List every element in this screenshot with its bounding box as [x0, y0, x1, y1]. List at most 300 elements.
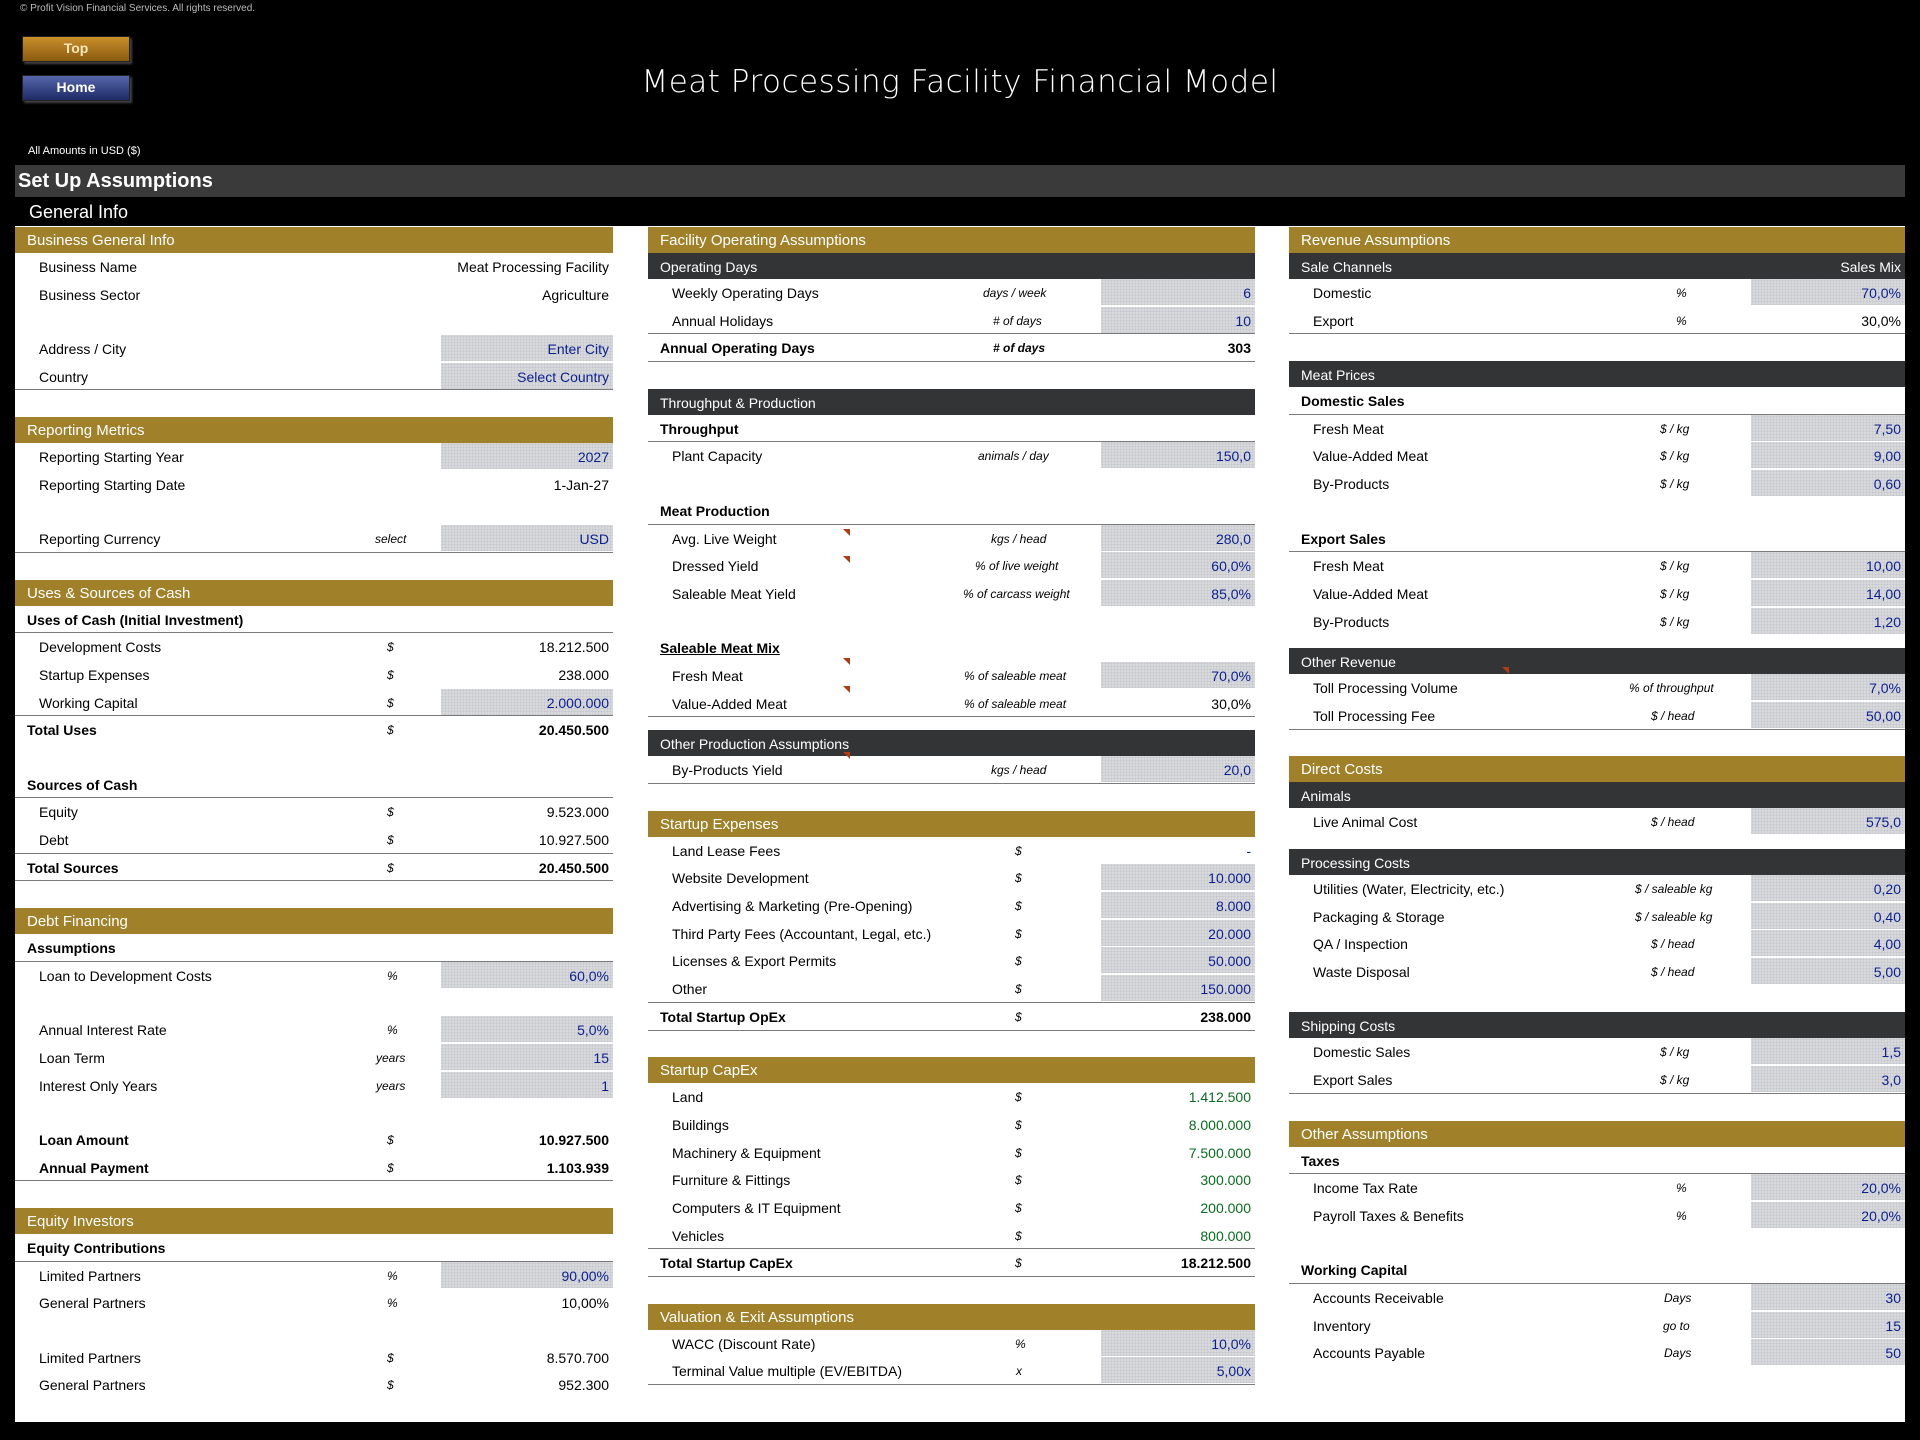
unit: % of saleable meat	[964, 696, 1067, 711]
saleable-yield-input[interactable]: 85,0%	[1211, 585, 1251, 602]
value: 8.570.700	[546, 1349, 609, 1366]
sale-channels-header	[1289, 253, 1905, 279]
label: Uses of Cash (Initial Investment)	[27, 611, 244, 628]
label: Utilities (Water, Electricity, etc.)	[1313, 881, 1505, 897]
label: Loan Term	[39, 1049, 105, 1066]
equity-contrib-row	[15, 1234, 613, 1262]
gp-amount-row	[15, 1371, 613, 1399]
label: Land	[672, 1089, 704, 1106]
start-year-input[interactable]: 2027	[577, 449, 609, 466]
unit: $ / saleable kg	[1635, 909, 1713, 924]
equity-row	[15, 798, 613, 826]
unit: $ / head	[1651, 708, 1695, 723]
label: Third Party Fees (Accountant, Legal, etc.)	[672, 925, 932, 942]
live-weight-row	[648, 525, 1255, 553]
value: 7.500.000	[1188, 1144, 1251, 1161]
comment-marker-icon[interactable]	[843, 658, 850, 665]
other-startup-input[interactable]: 150.000	[1200, 981, 1251, 998]
other-production-header: Other Production Assumptions	[648, 730, 1255, 756]
loan-term-input[interactable]: 15	[593, 1049, 609, 1066]
comment-marker-icon[interactable]	[843, 752, 850, 759]
comment-marker-icon[interactable]	[843, 686, 850, 693]
unit: x	[1016, 1364, 1022, 1379]
label: Value-Added Meat	[672, 695, 787, 712]
label: Annual Interest Rate	[39, 1022, 167, 1039]
startup-expenses-row	[15, 661, 613, 689]
middle-column	[648, 227, 1255, 1385]
unit: $	[1015, 1200, 1022, 1215]
d-fresh-input[interactable]: 7,50	[1873, 420, 1901, 437]
website-row	[648, 864, 1255, 892]
start-year-row	[15, 443, 613, 471]
debt-assumptions-row	[15, 934, 613, 962]
shipping-costs-header: Shipping Costs	[1289, 1012, 1905, 1038]
label: Export	[1313, 312, 1354, 329]
label: Fresh Meat	[1313, 558, 1384, 575]
unit: select	[375, 532, 407, 547]
facility-header: Facility Operating Assumptions	[648, 227, 1255, 253]
mix-sub-row	[648, 634, 1255, 662]
d-fresh-row	[1289, 415, 1905, 443]
label: General Partners	[39, 1377, 146, 1394]
right-column	[1289, 227, 1905, 1367]
domestic-input[interactable]: 70,0%	[1861, 285, 1901, 301]
unit: go to	[1663, 1318, 1690, 1333]
throughput-sub-row	[648, 415, 1255, 443]
e-va-row	[1289, 580, 1905, 608]
label: Land Lease Fees	[672, 842, 781, 859]
unit: %	[387, 1268, 398, 1283]
label: Domestic	[1313, 285, 1372, 301]
label: Address / City	[39, 341, 127, 358]
payroll-input[interactable]: 20,0%	[1861, 1207, 1901, 1224]
value: 10.927.500	[538, 1131, 609, 1148]
label: Equity	[39, 804, 78, 821]
wacc-row	[648, 1330, 1255, 1358]
label: Taxes	[1301, 1152, 1340, 1169]
total-startup-row	[648, 1003, 1255, 1031]
value: 10.927.500	[538, 832, 609, 849]
e-fresh-input[interactable]: 10,00	[1865, 558, 1901, 575]
label: Fresh Meat	[1313, 420, 1384, 437]
waste-input[interactable]: 5,00	[1873, 964, 1901, 981]
bottom-bar	[0, 1422, 1920, 1440]
direct-costs-header: Direct Costs	[1289, 756, 1905, 782]
label: Avg. Live Weight	[672, 530, 777, 547]
page-title: Meat Processing Facility Financial Model	[641, 64, 1279, 100]
address-row	[15, 335, 613, 363]
label: General Partners	[39, 1295, 146, 1312]
byproducts-yield-input[interactable]: 20,0	[1223, 762, 1251, 779]
ltd-input[interactable]: 60,0%	[569, 967, 609, 984]
lp-amount-row	[15, 1344, 613, 1372]
unit: $	[387, 695, 394, 710]
label: Working Capital	[39, 694, 138, 711]
business-sector-value[interactable]: Agriculture	[542, 286, 609, 303]
label: Development Costs	[39, 639, 162, 656]
working-capital-input[interactable]: 2.000.000	[546, 694, 609, 711]
value: 20.450.500	[538, 722, 609, 739]
business-name-value[interactable]: Meat Processing Facility	[457, 259, 609, 275]
unit: $	[1015, 843, 1022, 858]
qa-row	[1289, 930, 1905, 958]
country-row	[15, 363, 613, 391]
label: Website Development	[672, 870, 809, 887]
unit: # of days	[993, 341, 1046, 356]
label: Reporting Currency	[39, 531, 161, 548]
unit: Days	[1664, 1290, 1692, 1305]
label: Waste Disposal	[1313, 964, 1410, 981]
label: Income Tax Rate	[1313, 1180, 1418, 1197]
utilities-row	[1289, 875, 1905, 903]
export-sales-sub-row	[1289, 525, 1905, 553]
valuation-header: Valuation & Exit Assumptions	[648, 1304, 1255, 1330]
value: 9.523.000	[546, 804, 609, 821]
toll-fee-input[interactable]: 50,00	[1865, 707, 1901, 724]
value: 952.300	[558, 1377, 609, 1394]
unit: days / week	[983, 286, 1047, 300]
label: Value-Added Meat	[1313, 448, 1428, 465]
live-weight-input[interactable]: 280,0	[1215, 530, 1251, 547]
dressed-yield-input[interactable]: 60,0%	[1211, 558, 1251, 575]
value: 1.103.939	[546, 1159, 609, 1176]
sales-mix-label: Sales Mix	[1840, 259, 1901, 275]
label: Meat Production	[660, 502, 770, 519]
export-row	[1289, 307, 1905, 335]
working-capital-row	[15, 689, 613, 717]
gp-pct-row	[15, 1289, 613, 1317]
terminal-value-input[interactable]: 5,00x	[1216, 1363, 1251, 1380]
debt-financing-header: Debt Financing	[15, 908, 613, 934]
machinery-row	[648, 1139, 1255, 1167]
business-name-row	[15, 253, 613, 281]
interest-rate-input[interactable]: 5,0%	[577, 1022, 609, 1039]
label: Plant Capacity	[672, 448, 763, 465]
unit: $ / kg	[1660, 477, 1690, 492]
unit: $	[387, 1350, 394, 1365]
unit: $ / head	[1651, 937, 1695, 952]
land-row	[648, 1083, 1255, 1111]
loan-amount-row	[15, 1126, 613, 1154]
label: Total Sources	[27, 859, 119, 876]
value: 238.000	[1200, 1008, 1251, 1025]
unit: $	[387, 1378, 394, 1393]
vehicles-row	[648, 1222, 1255, 1250]
left-column	[15, 227, 613, 1399]
address-input[interactable]: Enter City	[547, 341, 609, 358]
other-revenue-header	[1289, 648, 1905, 674]
unit: $	[1015, 1009, 1022, 1024]
label: QA / Inspection	[1313, 936, 1408, 953]
startup-capex-header: Startup CapEx	[648, 1057, 1255, 1083]
licenses-input[interactable]: 50.000	[1208, 953, 1251, 970]
live-animal-row	[1289, 808, 1905, 836]
total-capex-row	[648, 1249, 1255, 1277]
annual-days-row	[648, 334, 1255, 362]
uses-header-row	[15, 606, 613, 634]
startup-expenses-header: Startup Expenses	[648, 811, 1255, 837]
country-select[interactable]: Select Country	[517, 368, 609, 385]
label: Sources of Cash	[27, 776, 138, 793]
advertising-row	[648, 892, 1255, 920]
unit: $ / kg	[1660, 559, 1690, 574]
debt-row	[15, 826, 613, 854]
label: Business Name	[39, 259, 138, 275]
currency-row	[15, 525, 613, 553]
currency-select[interactable]: USD	[579, 531, 609, 548]
advertising-input[interactable]: 8.000	[1215, 898, 1251, 915]
unit: $	[1015, 1256, 1022, 1271]
unit: %	[1015, 1336, 1026, 1351]
unit: $	[1015, 1090, 1022, 1105]
unit: %	[387, 1296, 398, 1311]
home-button[interactable]: Home	[22, 75, 130, 101]
value: 8.000.000	[1188, 1116, 1251, 1133]
unit: $	[1015, 899, 1022, 914]
d-va-input[interactable]: 9,00	[1873, 448, 1901, 465]
value: 30,0%	[1211, 695, 1251, 712]
inventory-row	[1289, 1312, 1905, 1340]
capacity-input[interactable]: 150,0	[1215, 448, 1251, 465]
label: Annual Operating Days	[660, 340, 815, 357]
unit: kgs / head	[991, 763, 1047, 778]
label: Export Sales	[1301, 530, 1386, 547]
ar-row	[1289, 1284, 1905, 1312]
dressed-yield-row	[648, 552, 1255, 580]
unit: $	[1015, 1117, 1022, 1132]
inventory-input[interactable]: 15	[1885, 1317, 1901, 1334]
label: Machinery & Equipment	[672, 1144, 821, 1161]
toll-volume-row	[1289, 674, 1905, 702]
label: Annual Payment	[39, 1159, 149, 1176]
revenue-header: Revenue Assumptions	[1289, 227, 1905, 253]
ship-domestic-row	[1289, 1038, 1905, 1066]
copyright-text: © Profit Vision Financial Services. All rights reserved.	[20, 3, 256, 14]
throughput-header: Throughput & Production	[648, 389, 1255, 415]
label: Domestic Sales	[1301, 393, 1405, 410]
e-va-input[interactable]: 14,00	[1865, 585, 1901, 602]
ship-domestic-input[interactable]: 1,5	[1881, 1044, 1901, 1061]
label: By-Products Yield	[672, 762, 783, 779]
processing-costs-header: Processing Costs	[1289, 849, 1905, 875]
unit: $	[1015, 926, 1022, 941]
label: Packaging & Storage	[1313, 908, 1445, 925]
label: Inventory	[1313, 1317, 1371, 1334]
equity-investors-header: Equity Investors	[15, 1208, 613, 1234]
toll-fee-row	[1289, 702, 1905, 730]
label: By-Products	[1313, 476, 1390, 493]
unit: $	[387, 1160, 394, 1175]
label: Weekly Operating Days	[672, 285, 819, 301]
setup-assumptions-header: Set Up Assumptions	[15, 165, 1905, 197]
label: Licenses & Export Permits	[672, 953, 837, 970]
comment-marker-icon[interactable]	[843, 556, 850, 563]
value: 800.000	[1200, 1227, 1251, 1244]
waste-row	[1289, 958, 1905, 986]
label: Advertising & Marketing (Pre-Opening)	[672, 898, 913, 915]
animals-header: Animals	[1289, 782, 1905, 808]
unit: $	[387, 860, 394, 875]
wacc-input[interactable]: 10,0%	[1211, 1335, 1251, 1352]
unit: $ / kg	[1660, 586, 1690, 601]
label: Saleable Meat Mix	[660, 640, 780, 657]
unit: %	[1676, 313, 1687, 328]
total-uses-row	[15, 716, 613, 744]
toll-volume-input[interactable]: 7,0%	[1869, 680, 1901, 697]
unit: $ / head	[1651, 965, 1695, 980]
unit: $ / saleable kg	[1635, 882, 1713, 896]
comment-marker-icon[interactable]	[843, 529, 850, 536]
third-party-input[interactable]: 20.000	[1208, 925, 1251, 942]
unit: $	[387, 667, 394, 682]
fresh-mix-row	[648, 662, 1255, 690]
unit: % of carcass weight	[963, 586, 1070, 601]
unit: $	[1015, 871, 1022, 886]
interest-only-row	[15, 1072, 613, 1100]
label: Terminal Value multiple (EV/EBITDA)	[672, 1363, 903, 1380]
unit: animals / day	[978, 449, 1049, 464]
label: Furniture & Fittings	[672, 1172, 791, 1189]
unit: % of live weight	[975, 559, 1059, 574]
unit: kgs / head	[991, 531, 1047, 546]
label: WACC (Discount Rate)	[672, 1335, 816, 1352]
label: Annual Holidays	[672, 312, 774, 329]
other-assumptions-header: Other Assumptions	[1289, 1121, 1905, 1147]
unit: $	[1015, 954, 1022, 969]
packaging-input[interactable]: 0,40	[1873, 908, 1901, 925]
payroll-row	[1289, 1202, 1905, 1230]
label: Live Animal Cost	[1313, 814, 1418, 831]
value: 303	[1227, 340, 1251, 357]
qa-input[interactable]: 4,00	[1873, 936, 1901, 953]
income-tax-row	[1289, 1174, 1905, 1202]
lp-pct-row	[15, 1262, 613, 1290]
d-byp-input[interactable]: 0,60	[1873, 476, 1901, 493]
annual-payment-row	[15, 1154, 613, 1182]
ltd-row	[15, 962, 613, 990]
unit: $ / head	[1651, 815, 1695, 830]
e-fresh-row	[1289, 552, 1905, 580]
interest-rate-row	[15, 1016, 613, 1044]
general-info-header: General Info	[29, 202, 129, 222]
label: Country	[39, 368, 89, 385]
business-info-header: Business General Info	[15, 227, 613, 253]
live-animal-input[interactable]: 575,0	[1865, 814, 1901, 831]
terminal-value-row	[648, 1357, 1255, 1385]
dev-costs-row	[15, 633, 613, 661]
domestic-row	[1289, 279, 1905, 307]
income-tax-input[interactable]: 20,0%	[1861, 1180, 1901, 1197]
licenses-row	[648, 947, 1255, 975]
unit: $	[387, 805, 394, 820]
unit: $ / kg	[1660, 449, 1690, 464]
label: Interest Only Years	[39, 1077, 158, 1094]
label: Business Sector	[39, 286, 141, 303]
value: 238.000	[558, 666, 609, 683]
value: 200.000	[1200, 1199, 1251, 1216]
unit: $ / kg	[1660, 1045, 1690, 1060]
loan-term-row	[15, 1044, 613, 1072]
top-button[interactable]: Top	[22, 36, 130, 62]
saleable-yield-row	[648, 580, 1255, 608]
label: Reporting Starting Date	[39, 476, 186, 493]
ap-row	[1289, 1339, 1905, 1367]
fresh-mix-input[interactable]: 70,0%	[1211, 667, 1251, 684]
ship-export-input[interactable]: 3,0	[1881, 1072, 1901, 1089]
packaging-row	[1289, 903, 1905, 931]
furniture-row	[648, 1166, 1255, 1194]
label: Throughput	[660, 420, 739, 437]
utilities-input[interactable]: 0,20	[1873, 881, 1901, 897]
land-lease-row	[648, 837, 1255, 865]
label: Limited Partners	[39, 1349, 141, 1366]
label: Toll Processing Volume	[1313, 680, 1458, 697]
ap-input[interactable]: 50	[1885, 1345, 1901, 1362]
e-byp-input[interactable]: 1,20	[1873, 613, 1901, 630]
unit: %	[1676, 286, 1687, 300]
label: Export Sales	[1313, 1072, 1393, 1089]
capacity-row	[648, 442, 1255, 470]
unit: years	[376, 1078, 406, 1093]
label: Other	[672, 981, 708, 998]
website-input[interactable]: 10.000	[1208, 870, 1251, 887]
label: Fresh Meat	[672, 667, 743, 684]
total-sources-row	[15, 854, 613, 882]
unit: % of throughput	[1629, 681, 1714, 696]
ar-input[interactable]: 30	[1885, 1289, 1901, 1306]
label: Value-Added Meat	[1313, 585, 1428, 602]
value: 30,0%	[1861, 312, 1901, 329]
label: Vehicles	[672, 1227, 725, 1244]
unit: $	[387, 833, 394, 848]
value: 10,00%	[561, 1295, 609, 1312]
unit: years	[376, 1050, 406, 1065]
land-lease-input[interactable]: -	[1246, 842, 1251, 859]
domestic-sales-sub-row	[1289, 387, 1905, 415]
label: Sale Channels	[1301, 259, 1393, 275]
unit: $	[1015, 982, 1022, 997]
label: Total Startup OpEx	[660, 1008, 786, 1025]
weekly-days-input[interactable]: 6	[1243, 285, 1251, 301]
sources-header-row	[15, 771, 613, 799]
d-va-row	[1289, 442, 1905, 470]
value: 300.000	[1200, 1172, 1251, 1189]
unit: %	[1676, 1208, 1687, 1223]
label: Limited Partners	[39, 1267, 141, 1284]
unit: $ / kg	[1660, 1073, 1690, 1088]
label: Accounts Payable	[1313, 1345, 1426, 1362]
holidays-input[interactable]: 10	[1235, 312, 1251, 329]
value: 18.212.500	[1180, 1255, 1251, 1272]
label: Toll Processing Fee	[1313, 707, 1436, 724]
amounts-note: All Amounts in USD ($)	[28, 145, 141, 157]
meat-prices-header: Meat Prices	[1289, 361, 1905, 387]
unit: # of days	[993, 313, 1042, 328]
label: Payroll Taxes & Benefits	[1313, 1207, 1464, 1224]
unit: $	[387, 640, 394, 655]
value: 1.412.500	[1188, 1089, 1251, 1106]
lp-pct-input[interactable]: 90,00%	[561, 1267, 609, 1284]
unit: $	[1015, 1173, 1022, 1188]
start-date-value: 1-Jan-27	[553, 476, 609, 493]
interest-only-input[interactable]: 1	[601, 1077, 609, 1094]
production-sub-row	[648, 497, 1255, 525]
label: Assumptions	[27, 940, 116, 957]
label: Accounts Receivable	[1313, 1289, 1444, 1306]
comment-marker-icon[interactable]	[1502, 667, 1509, 674]
other-startup-row	[648, 975, 1255, 1003]
label: By-Products	[1313, 613, 1390, 630]
